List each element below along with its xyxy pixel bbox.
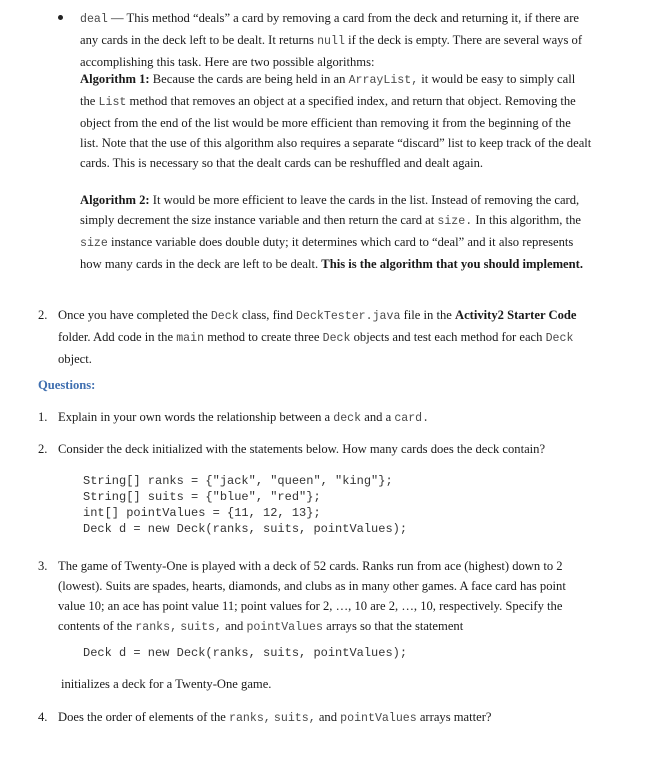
alg1-label: Algorithm 1: [80, 72, 150, 86]
code-card-word: card. [394, 412, 430, 425]
alg1-text-1: Because the cards are being held in an [149, 72, 349, 86]
q4-t1: Does the order of elements of the [58, 710, 230, 724]
alg2-emphasis: This is the algorithm that you should implement. [321, 257, 583, 272]
q3-t1: The game of Twenty-One is played with a deck of 52 cards. Ranks run from ace (highest) down to 2 (lowest). Suits are spades, hearts, diamonds, and clubs as in many other games. A face card has point value 10; an ace has point value 11; point values for 2, …, 10 are 2, …, 10, respectively. Specify the contents of the [58, 559, 566, 634]
q4-t2: and [315, 710, 341, 724]
code-deck-3: Deck [545, 332, 574, 346]
algorithm-2 [80, 190, 592, 274]
code-deck-2: Deck [322, 332, 351, 346]
code-ranks-q4: ranks, [229, 712, 271, 725]
code-size-2: size [80, 237, 108, 251]
alg1-text-2: it would be easy to simply call the [80, 72, 576, 109]
code-deal: deal [80, 13, 108, 26]
questions-heading: Questions: [38, 378, 96, 392]
item2-t5: method to create three [204, 330, 323, 345]
deal-text-1: This method “deals” a card by removing a card from the deck and returning it, if there are any cards in the deck left to be dealt. It returns [80, 11, 580, 48]
alg2-text-3: instance variable does double duty; it determines which card to “deal” and it also represents how many cards in the deck are left to be dealt. [80, 235, 574, 272]
item2-t7: object. [58, 352, 92, 367]
code-suits-q4: suits, [273, 712, 316, 725]
code-list: List [98, 96, 127, 110]
q1-t2: and a [361, 410, 395, 424]
code-pointvalues-q4: pointValues [340, 712, 417, 725]
code-ranks: ranks, [135, 621, 178, 635]
item2-t3: file in the [400, 308, 455, 322]
q2-text: Consider the deck initialized with the statements below. How many cards does the deck contain? [58, 442, 546, 456]
q2-number: 2. [38, 442, 48, 456]
item2-t1: Once you have completed the [58, 308, 211, 322]
code-null: null [317, 35, 345, 49]
deal-description [80, 8, 592, 72]
dash: — [107, 11, 127, 25]
item2-t2: class, find [238, 308, 297, 322]
q4-text [58, 710, 598, 725]
algorithm-1 [80, 69, 592, 173]
code-size: size. [437, 215, 473, 229]
q4-t3: arrays matter? [416, 710, 492, 724]
q3-t3: and [221, 619, 247, 634]
q3-text [58, 556, 584, 638]
q1-t1: Explain in your own words the relationship between a [58, 410, 334, 424]
item-2-number: 2. [38, 308, 48, 322]
q1-number: 1. [38, 410, 48, 424]
q3-code-statement: Deck d = new Deck(ranks, suits, pointValues); [83, 646, 408, 660]
code-deck: Deck [210, 310, 239, 323]
bullet-dot [58, 15, 63, 20]
folder-name: Activity2 Starter Code [454, 308, 577, 322]
code-suits: suits, [180, 621, 222, 635]
code-pointvalues: pointValues [246, 621, 323, 635]
deal-text-2: if the deck is empty. There are several ways of accomplishing this task. Here are two possible algorithms: [80, 33, 583, 70]
code-line-ranks: String[] ranks = {"jack", "queen", "king"}; [83, 474, 393, 488]
q3-t4: arrays so that the statement [322, 619, 464, 634]
item2-t4: folder. Add code in the [58, 330, 177, 345]
code-line-deck: Deck d = new Deck(ranks, suits, pointValues); [83, 522, 408, 536]
code-decktester: DeckTester.java [296, 310, 401, 323]
item2-t6: objects and test each method for each [350, 330, 546, 345]
alg1-text-3: method that removes an object at a specified index, and return that object. Removing the object from the end of the list would be more efficient than removing it from the beginning of the list. Note that the use of this algorithm also requires a separate “discard” list to keep track of the dealt cards. This is necessary so that the dealt cards can be reshuffled and dealt again. [80, 94, 592, 171]
q4-number: 4. [38, 710, 48, 724]
bullet-deal [0, 0, 646, 300]
code-line-pointvalues: int[] pointValues = {11, 12, 13}; [83, 506, 321, 520]
q1-text [58, 410, 598, 425]
alg2-text-1: It would be more efficient to leave the cards in the list. Instead of removing the card, simply decrement the size instance variable and then return the card at [80, 193, 580, 228]
alg2-label: Algorithm 2: [80, 193, 150, 207]
code-main: main [176, 332, 205, 346]
q3-number: 3. [38, 559, 48, 573]
item-2-text [58, 305, 592, 369]
q3-after-text: initializes a deck for a Twenty-One game. [61, 677, 272, 691]
code-arraylist: ArrayList, [348, 74, 419, 87]
code-deck-word: deck [333, 412, 362, 425]
alg2-text-2: In this algorithm, the [472, 213, 581, 228]
code-line-suits: String[] suits = {"blue", "red"}; [83, 490, 321, 504]
